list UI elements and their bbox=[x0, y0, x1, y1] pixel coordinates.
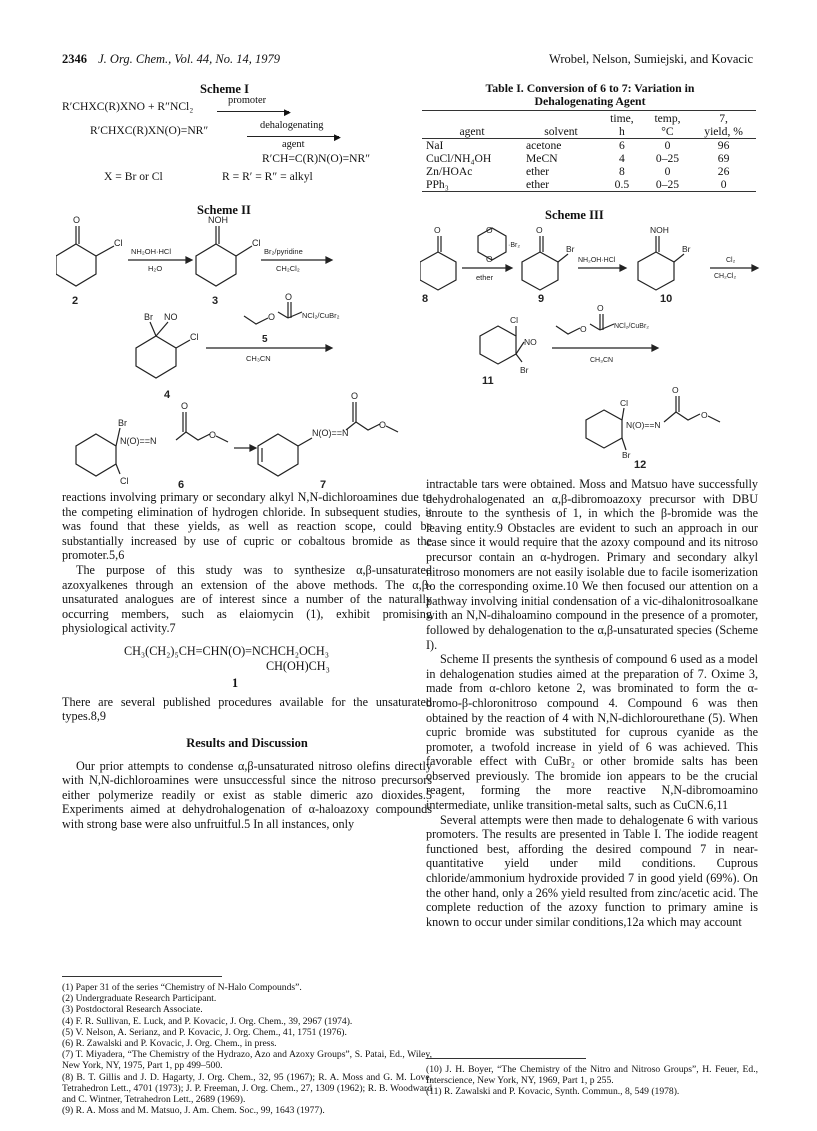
compound-label-5: 5 bbox=[262, 334, 268, 345]
compound-label-8: 8 bbox=[422, 293, 429, 305]
atom-o: O bbox=[486, 225, 493, 235]
table1-title-line2: Dehalogenating Agent bbox=[534, 94, 646, 108]
cell-temp: 0 bbox=[664, 139, 671, 152]
atom-cl: Cl bbox=[120, 476, 129, 486]
table1 bbox=[422, 112, 756, 192]
paragraph: Our prior attempts to condense α,β-unsaturated nitroso olefins directly with N,N-dichloroamines were unsuccessful since the nitroso precursors either polymerize readily or exist as stable dimeric azo dioxides.5 Experiments aimed at dehydrohalogenation of α-haloazoxy compounds with strong base were also unfruitful.5 In all instances, only bbox=[62, 758, 432, 831]
paragraph: intractable tars were obtained. Moss and Matsuo have successfully dehydrohalogenated an α,β-dibromoazoxy precursor with DBU enroute to the synthesis of 1, in which the β-bromide was the leaving entity.9 Obstacles are evident to such an approach in our case since it would require that the azoxy compound and its nitroso precursor contain an α-hydrogen. Primary and secondary alkyl nitroso monomers are not easily isolable due to facile isomerization to the corresponding oxime.10 We then focused our attention on a pathway involving initial condensation of a vic-dihalonitrosoalkane with an N,N-dihaloamino compound in the presence of a promoter, followed by dehalogenation to the α,β-unsaturated species (Scheme I). bbox=[426, 477, 758, 652]
atom-azoxy: N(O)==N bbox=[626, 420, 661, 430]
atom-cl: Cl bbox=[510, 315, 519, 325]
scheme2-diagram bbox=[56, 212, 406, 492]
cell-temp: 0–25 bbox=[655, 152, 680, 165]
arrowhead: ▶ bbox=[284, 107, 291, 117]
paragraph: reactions involving primary or secondary alkyl N,N-dichloroamines due to the competing elimination of hydrogen chloride. In subsequent studies, it was found that these yields, as well as reaction scope, could be substantially increased by use of cupric or cobaltous bromide as the promoter.5,6 bbox=[62, 490, 432, 563]
col-temp-bottom: °C bbox=[661, 125, 674, 138]
table-row bbox=[422, 139, 756, 153]
atom-azoxy: N(O)==N bbox=[312, 428, 349, 438]
scheme1 bbox=[62, 95, 402, 188]
cell-solvent: MeCN bbox=[526, 152, 558, 165]
atom-br: Br bbox=[118, 418, 127, 428]
atom-cl: Cl bbox=[252, 238, 261, 248]
table1-caption bbox=[425, 82, 755, 108]
atom-o: O bbox=[209, 430, 217, 440]
atom-br: Br bbox=[566, 244, 575, 254]
compound-label-2: 2 bbox=[72, 295, 79, 307]
cell-yield: 96 bbox=[717, 139, 730, 152]
atom-cl: Cl bbox=[620, 398, 629, 408]
reagent-ncl2-cubr2: NCl₂/CuBr₂ bbox=[302, 311, 340, 320]
col-yield-top: 7, bbox=[719, 112, 728, 125]
atom-o: O bbox=[73, 215, 81, 225]
table-row bbox=[422, 165, 756, 178]
scheme1-arrow1 bbox=[217, 111, 289, 112]
footnote: (7) T. Miyadera, “The Chemistry of the Hydrazo, Azo and Azoxy Groups”, S. Patai, Ed., Wiley, New York, NY, 1975, Part 1, pp 499–500. bbox=[62, 1049, 432, 1072]
ring-2 bbox=[56, 244, 96, 286]
atom-o: O bbox=[486, 254, 493, 264]
scheme1-def-x: X = Br or Cl bbox=[104, 170, 163, 183]
reagent-br2-pyridine: Br₂/pyridine bbox=[264, 247, 303, 256]
page-header-left bbox=[62, 52, 280, 67]
arrowhead: ▶ bbox=[334, 132, 341, 142]
journal-citation: J. Org. Chem., Vol. 44, No. 14, 1979 bbox=[98, 52, 280, 66]
reagent-ch3cn: CH₃CN bbox=[246, 354, 271, 363]
atom-o: O bbox=[351, 391, 359, 401]
table-header-row bbox=[422, 125, 756, 139]
paragraph: The purpose of this study was to synthesize α,β-unsaturated azoxyalkenes through an extension of the above methods. The α,β-unsaturated analogues are of interest since a number of the naturally occurring members, such as elaiomycin (1), exhibit promising physiological activity.7 bbox=[62, 562, 432, 636]
footnote: (5) V. Nelson, A. Serianz, and P. Kovacic, J. Org. Chem., 41, 1751 (1976). bbox=[62, 1026, 347, 1038]
cell-time: 0.5 bbox=[614, 178, 630, 191]
col-time-bottom: h bbox=[619, 125, 625, 138]
footnote-rule bbox=[62, 976, 222, 977]
reagent-nh2oh: NH₂OH·HCl bbox=[131, 247, 171, 256]
scheme1-def-r: R = R′ = R″ = alkyl bbox=[222, 170, 313, 183]
reagent-ncl2: NCl₂/CuBr₂ bbox=[614, 323, 649, 330]
cell-agent: NaI bbox=[426, 139, 444, 152]
reagent-h2o: H₂O bbox=[148, 264, 163, 273]
formula-1 bbox=[124, 644, 432, 691]
table-rule-top bbox=[422, 110, 756, 111]
formula-label: 1 bbox=[232, 676, 239, 691]
footnote: (3) Postdoctoral Research Associate. bbox=[62, 1004, 203, 1016]
atom-noh: NOH bbox=[650, 225, 669, 235]
reagent-ether: ether bbox=[476, 273, 494, 282]
cell-yield: 0 bbox=[720, 178, 727, 191]
atom-o: O bbox=[434, 225, 441, 235]
col-agent: agent bbox=[459, 125, 485, 138]
atom-br: Br bbox=[622, 450, 631, 460]
col-solvent: solvent bbox=[544, 125, 578, 138]
section-heading: Results and Discussion bbox=[186, 735, 308, 750]
compound-label-6: 6 bbox=[178, 479, 185, 491]
footnote: (11) R. Zawalski and P. Kovacic, Synth. Commun., 8, 549 (1978). bbox=[426, 1086, 680, 1098]
cell-agent: CuCl/NH₄OH bbox=[426, 152, 492, 165]
atom-o: O bbox=[181, 401, 189, 411]
atom-noh: NOH bbox=[208, 215, 228, 225]
footnote: (8) B. T. Gillis and J. D. Hagarty, J. Org. Chem., 32, 95 (1967); R. A. Moss and G. M. Love, Tetrahedron Lett., 4701 (1973); J. P. Freeman, J. Org. Chem., 27, 1309 (1962); R. B. Woodward and C. Wintner, Tetrahedron Lett., 2689 (1969). bbox=[62, 1071, 432, 1106]
scheme1-arrow1-label: promoter bbox=[228, 95, 267, 106]
footnotes-right bbox=[426, 1064, 758, 1098]
scheme1-arrow2 bbox=[247, 136, 339, 137]
atom-o: O bbox=[597, 303, 604, 313]
footnote: (4) F. R. Sullivan, E. Luck, and P. Kovacic, J. Org. Chem., 39, 2967 (1974). bbox=[62, 1015, 353, 1027]
footnote: (6) R. Zawalski and P. Kovacic, J. Org. Chem., in press. bbox=[62, 1038, 277, 1050]
scheme1-title: Scheme I bbox=[200, 82, 249, 96]
cell-agent: PPh₃ bbox=[426, 178, 449, 191]
paragraph: Several attempts were then made to dehalogenate 6 with various promoters. The results are presented in Table I. The iodide reagent functioned best, affording the desired compound 7 in near-quantitative yield under mild conditions. Cuprous chloride/ammonium hydroxide provided 7 in good yield (69%). On the other hand, only a 26% yield resulted from zinc/acetic acid. The complete reduction of the azoxy function to primary amine is known to occur under similar conditions,12a which may account bbox=[426, 812, 758, 929]
compound-label-7: 7 bbox=[320, 479, 327, 491]
cell-time: 6 bbox=[619, 139, 625, 152]
left-column bbox=[62, 490, 432, 831]
authors-header: Wrobel, Nelson, Sumiejski, and Kovacic bbox=[549, 52, 753, 66]
compound-label-3: 3 bbox=[212, 295, 219, 307]
atom-br: Br bbox=[682, 244, 691, 254]
col-yield-bottom: yield, % bbox=[704, 125, 743, 138]
cell-time: 8 bbox=[619, 165, 625, 178]
reagent-ch2cl2: CH₂Cl₂ bbox=[714, 273, 737, 280]
col-time-top: time, bbox=[610, 112, 634, 125]
formula-line: CH(OH)CH₃ bbox=[266, 658, 330, 673]
formula-line: CH₃(CH₂)₅CH=CHN(O)=NCHCH₂OCH₃ bbox=[124, 643, 329, 658]
atom-no: NO bbox=[524, 337, 537, 347]
atom-o: O bbox=[536, 225, 543, 235]
scheme3-diagram bbox=[420, 222, 760, 470]
cell-solvent: ether bbox=[526, 178, 550, 191]
atom-o: O bbox=[580, 324, 587, 334]
compound-label-11: 11 bbox=[482, 375, 494, 387]
compound-label-9: 9 bbox=[538, 293, 545, 305]
cell-yield: 69 bbox=[717, 152, 730, 165]
atom-o: O bbox=[701, 410, 708, 420]
atom-br: Br bbox=[520, 365, 529, 375]
table-row bbox=[422, 178, 756, 192]
cell-agent: Zn/HOAc bbox=[426, 165, 473, 178]
atom-cl: Cl bbox=[190, 332, 199, 342]
atom-no: NO bbox=[164, 312, 178, 322]
atom-o: O bbox=[672, 385, 679, 395]
cell-solvent: ether bbox=[526, 165, 550, 178]
table-row bbox=[422, 152, 756, 165]
footnote-rule bbox=[426, 1058, 586, 1059]
footnote: (10) J. H. Boyer, “The Chemistry of the Nitro and Nitroso Groups”, H. Feuer, Ed., Interscience, New York, NY, 1969, Part 1, p 255. bbox=[426, 1064, 758, 1087]
reagent-nh2oh: NH₂OH·HCl bbox=[578, 257, 616, 264]
scheme1-line1: R′CHXC(R)XNO + R″NCl₂ bbox=[62, 100, 194, 113]
table1-title-line1: Table I. Conversion of 6 to 7: Variation in bbox=[485, 81, 695, 95]
atom-o: O bbox=[268, 312, 276, 322]
scheme1-line2: R′CHXC(R)XN(O)=NR″ bbox=[90, 124, 209, 137]
compound-label-12: 12 bbox=[634, 459, 647, 470]
footnote: (2) Undergraduate Research Participant. bbox=[62, 993, 217, 1005]
reagent-ch3cn: CH₃CN bbox=[590, 357, 614, 364]
atom-br: Br bbox=[144, 312, 153, 322]
compound-label-4: 4 bbox=[164, 389, 171, 401]
cell-solvent: acetone bbox=[526, 139, 562, 152]
cell-time: 4 bbox=[619, 152, 625, 165]
reagent-cl2: Cl₂ bbox=[726, 257, 736, 264]
atom-o: O bbox=[285, 292, 293, 302]
compound-label-10: 10 bbox=[660, 293, 673, 305]
table-header-row bbox=[422, 112, 756, 125]
footnote: (1) Paper 31 of the series “Chemistry of N-Halo Compounds”. bbox=[62, 982, 302, 993]
scheme1-arrow2-label-top: dehalogenating bbox=[260, 120, 324, 131]
reagent-ch2cl2: CH₂Cl₂ bbox=[276, 264, 300, 273]
scheme1-arrow2-label-bottom: agent bbox=[282, 139, 305, 150]
scheme3-title: Scheme III bbox=[545, 208, 604, 222]
cell-temp: 0 bbox=[664, 165, 671, 178]
scheme2-title: Scheme II bbox=[197, 203, 251, 217]
atom-azoxy: N(O)==N bbox=[120, 436, 157, 446]
reagent-br2: ·Br₂ bbox=[508, 242, 521, 249]
cell-temp: 0–25 bbox=[655, 178, 680, 191]
atom-cl: Cl bbox=[114, 238, 123, 248]
footnote: (9) R. A. Moss and M. Matsuo, J. Am. Chem. Soc., 99, 1643 (1977). bbox=[62, 1105, 325, 1117]
paragraph: There are several published procedures available for the unsaturated types.8,9 bbox=[62, 694, 432, 724]
paragraph: Scheme II presents the synthesis of compound 6 used as a model in dehalogenation studies aimed at the preparation of 7. Oxime 3, made from α-chloro ketone 2, was brominated to form the α-bromo-β-chloronitroso compound 4. Compound 6 was then obtained by the reaction of 4 with N,N-dichlorourethane (5). When cupric bromide was substituted for cuprous cyanide as the promoter, a twofold increase in yield of 6 was achieved. This favorable effect with CuBr₂ or other bromide salts has been observed previously. The bromide ion appears to be the crucial reagent, forming the more reactive N,N-dibromoamino intermediate, unlike transition-metal salts, such as CuCN.6,11 bbox=[426, 652, 758, 813]
atom-o: O bbox=[379, 420, 387, 430]
scheme1-product: R′CH=C(R)N(O)=NR″ bbox=[262, 152, 371, 165]
right-column bbox=[426, 477, 758, 929]
cell-yield: 26 bbox=[717, 165, 730, 178]
footnotes-left bbox=[62, 982, 432, 1116]
col-temp-top: temp, bbox=[654, 112, 681, 125]
page-number: 2346 bbox=[62, 52, 87, 66]
